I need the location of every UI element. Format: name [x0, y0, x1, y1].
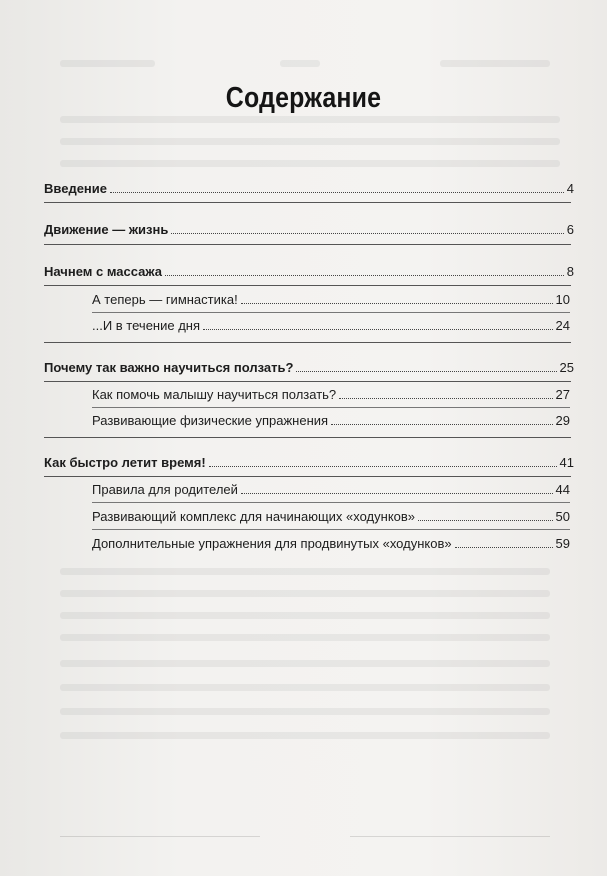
toc-entry-page: 8: [566, 264, 574, 279]
toc-entry-why-crawling-matters[interactable]: [44, 360, 574, 376]
toc-entry-page: 44: [555, 482, 570, 497]
toc-entry-title: Введение: [44, 181, 107, 196]
toc-separator: [44, 285, 571, 286]
toc-separator: [92, 407, 570, 408]
toc-leader-dots: [455, 547, 553, 548]
toc-entry-advanced-walkers-exercises[interactable]: [92, 536, 570, 552]
toc-entry-title: Развивающий комплекс для начинающих «ходунков»: [92, 509, 416, 524]
toc-separator: [44, 202, 571, 203]
toc-entry-title: Дополнительные упражнения для продвинутых «ходунков»: [92, 536, 452, 551]
toc-entry-page: 24: [555, 318, 570, 333]
toc-entry-movement-is-life[interactable]: [44, 222, 574, 238]
toc-entry-help-baby-crawl[interactable]: [92, 387, 570, 403]
toc-entry-how-time-flies[interactable]: [44, 455, 574, 471]
toc-entry-rules-for-parents[interactable]: [92, 482, 570, 498]
toc-entry-page: 29: [555, 413, 570, 428]
toc-leader-dots: [339, 398, 552, 399]
toc-leader-dots: [331, 424, 552, 425]
toc-separator: [92, 502, 570, 503]
toc-entry-page: 10: [555, 292, 570, 307]
toc-entry-title: Правила для родителей: [92, 482, 238, 497]
toc-entry-start-with-massage[interactable]: [44, 264, 574, 280]
toc-separator: [92, 529, 570, 530]
toc-leader-dots: [241, 303, 553, 304]
toc-entry-title: Начнем с массажа: [44, 264, 162, 279]
toc-entry-physical-exercises[interactable]: [92, 413, 570, 429]
toc-entry-page: 50: [555, 509, 570, 524]
toc-leader-dots: [209, 466, 557, 467]
footer-rule-left: [60, 836, 260, 837]
toc-entry-title: Развивающие физические упражнения: [92, 413, 329, 428]
toc-entry-title: Почему так важно научиться ползать?: [44, 360, 294, 375]
toc-entry-page: 27: [555, 387, 570, 402]
toc-entry-page: 6: [566, 222, 574, 237]
toc-leader-dots: [296, 371, 556, 372]
toc-entry-page: 4: [566, 181, 574, 196]
toc-entry-page: 41: [559, 455, 574, 470]
toc-entry-title: ...И в течение дня: [92, 318, 201, 333]
toc-leader-dots: [203, 329, 553, 330]
toc-entry-introduction[interactable]: [44, 181, 574, 197]
toc-separator: [44, 476, 571, 477]
toc-entry-title: А теперь — гимнастика!: [92, 292, 238, 307]
toc-entry-title: Движение — жизнь: [44, 222, 169, 237]
toc-entry-gymnastics[interactable]: [92, 292, 570, 308]
toc-separator: [44, 244, 571, 245]
toc-separator: [44, 342, 571, 343]
toc-leader-dots: [110, 192, 564, 193]
toc-entry-page: 59: [555, 536, 570, 551]
toc-entry-beginner-walkers-complex[interactable]: [92, 509, 570, 525]
toc-entry-title: Как помочь малышу научиться ползать?: [92, 387, 337, 402]
page-title: Содержание: [225, 82, 382, 114]
toc-entry-page: 25: [559, 360, 574, 375]
toc-entry-during-the-day[interactable]: [92, 318, 570, 334]
toc-leader-dots: [418, 520, 553, 521]
toc-leader-dots: [171, 233, 563, 234]
toc-separator: [92, 312, 570, 313]
footer-rule-right: [350, 836, 550, 837]
toc-leader-dots: [241, 493, 553, 494]
toc-entry-title: Как быстро летит время!: [44, 455, 206, 470]
toc-separator: [44, 437, 571, 438]
toc-separator: [44, 381, 571, 382]
toc-leader-dots: [165, 275, 564, 276]
